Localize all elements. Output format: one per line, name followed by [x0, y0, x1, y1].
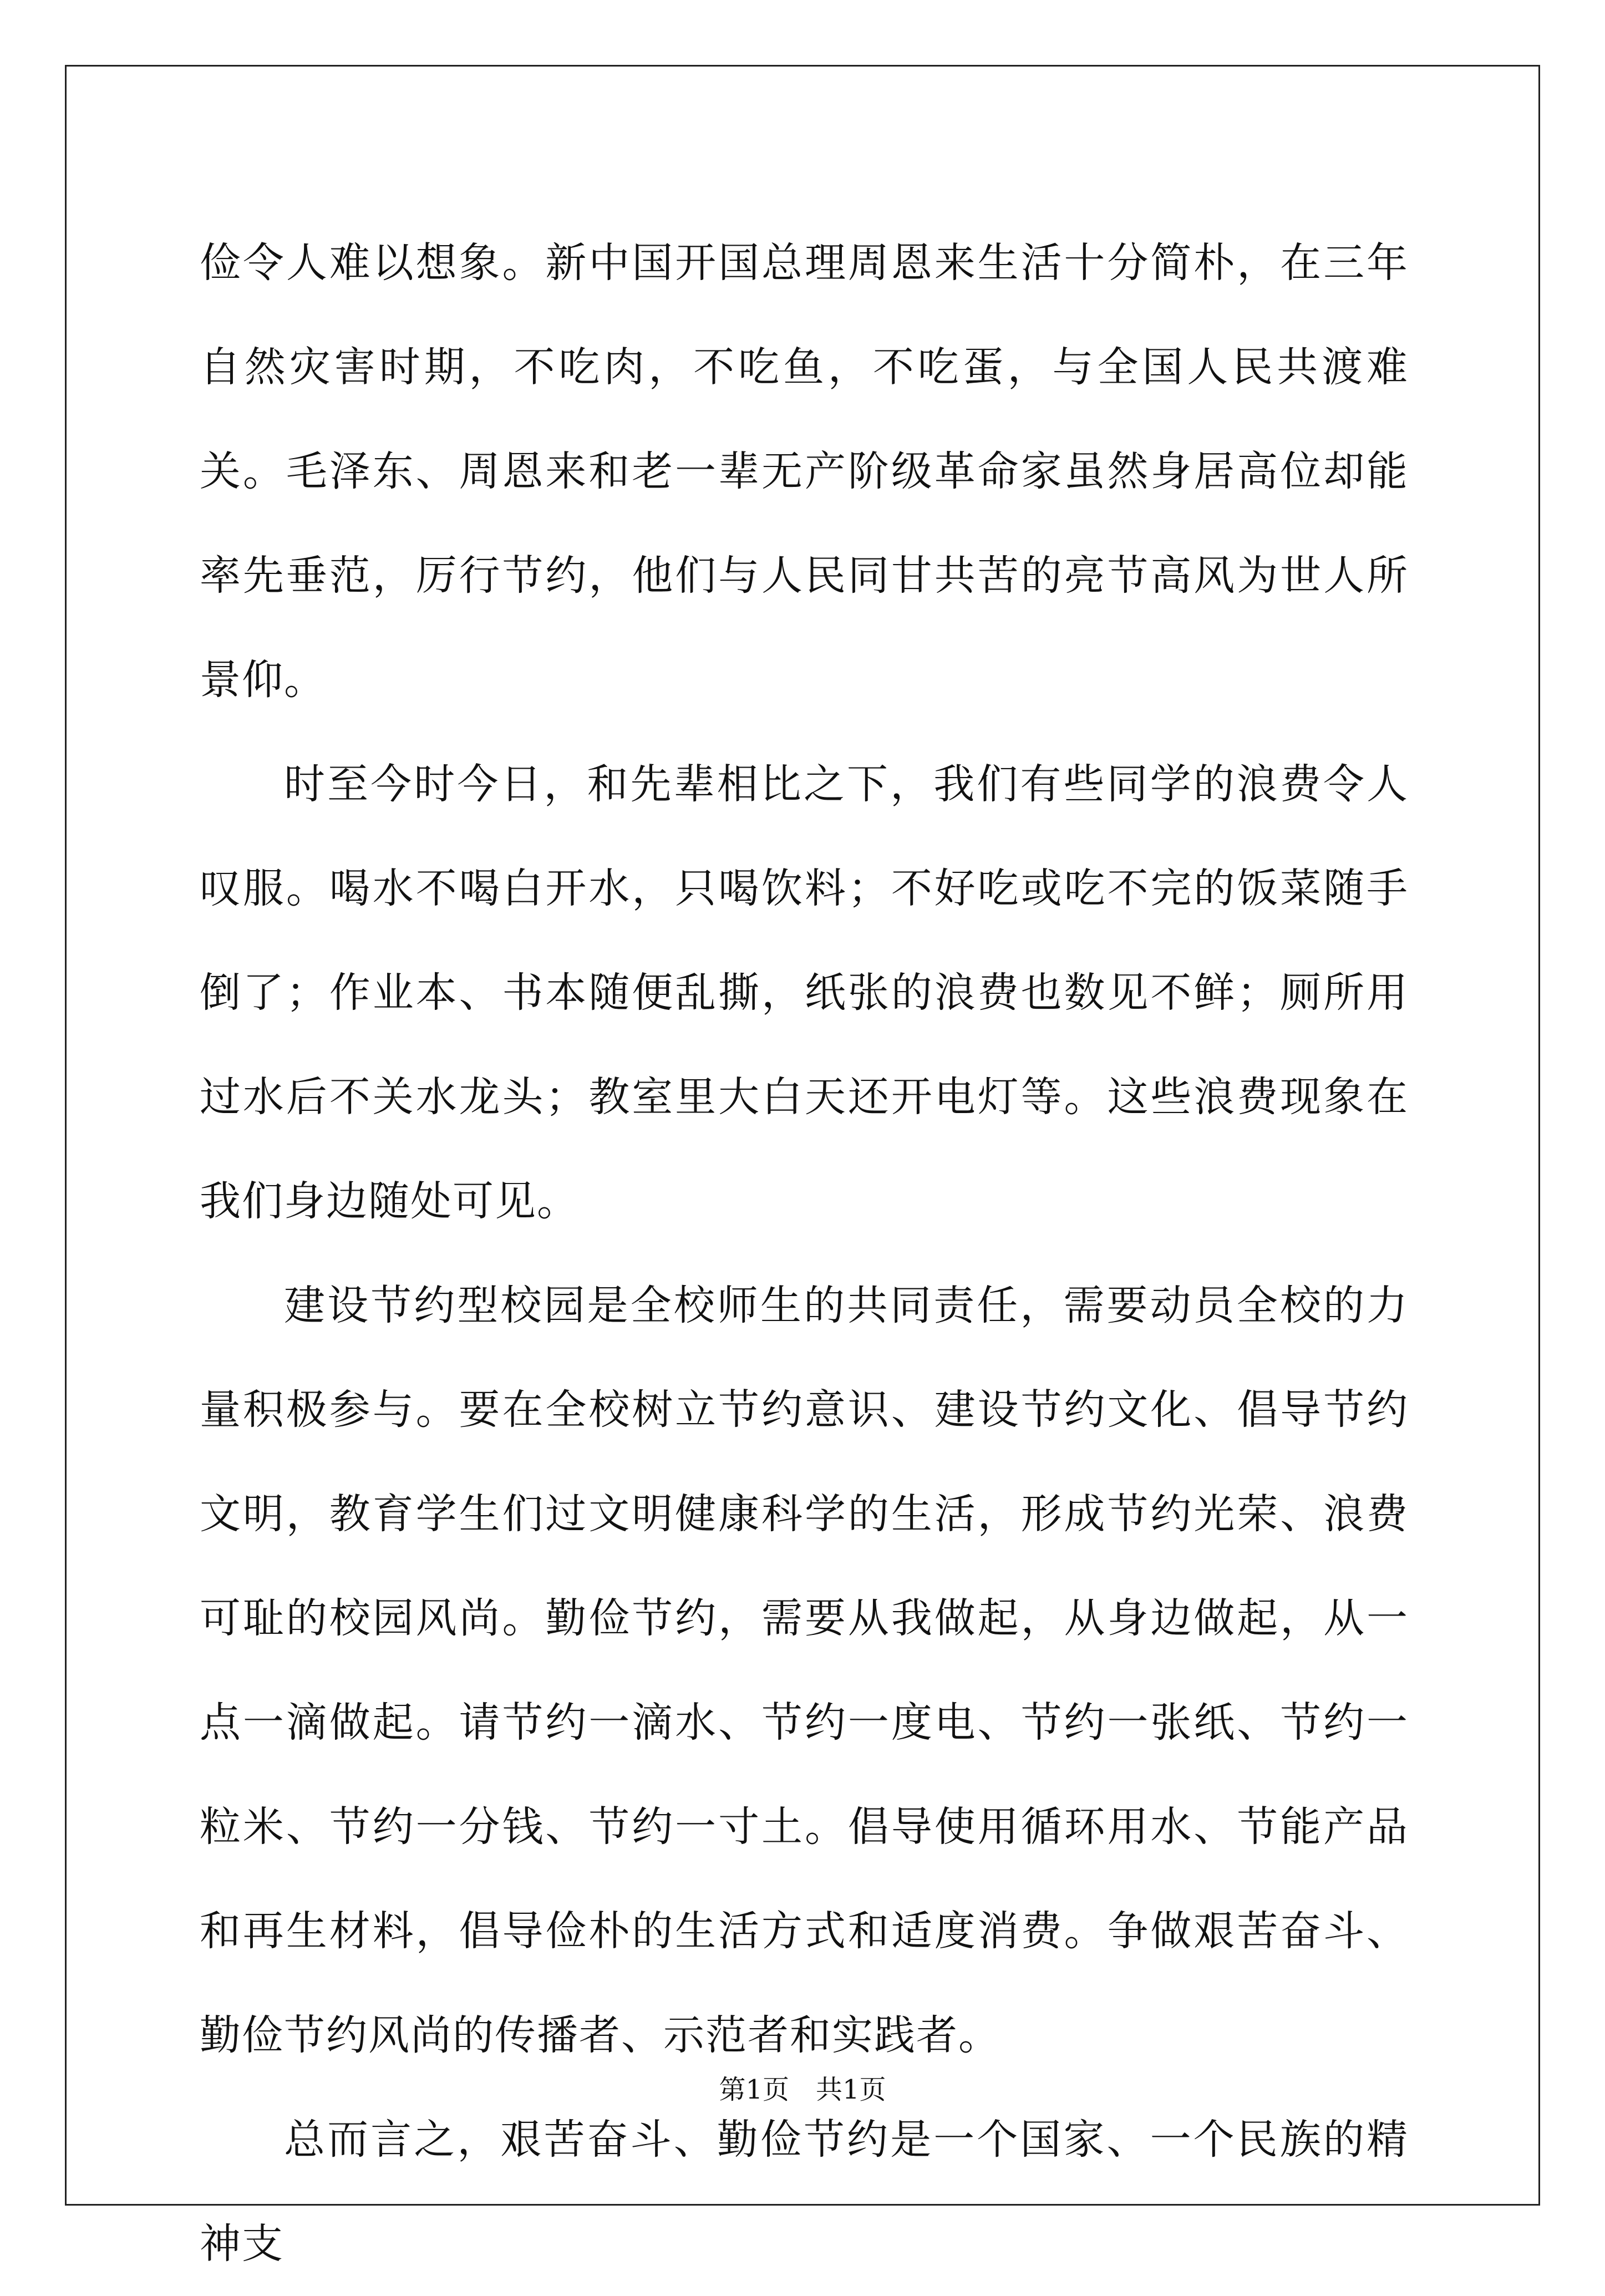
- document-body: [200, 211, 1409, 2296]
- page-number: 第1页 共1页: [719, 2074, 886, 2105]
- paragraph-4: 总而言之，艰苦奋斗、勤俭节约是一个国家、一个民族的精神支: [200, 2116, 1409, 2268]
- page-footer: [0, 2073, 1605, 2106]
- paragraph-3: 建设节约型校园是全校师生的共同责任，需要动员全校的力量积极参与。要在全校树立节约意识、建设节约文化、倡导节约文明，教育学生们过文明健康科学的生活，形成节约光荣、浪费可耻的校园风尚。勤俭节约，需要从我做起，从身边做起，从一点一滴做起。请节约一滴水、节约一度电、节约一张纸、节约一粒米、节约一分钱、节约一寸土。倡导使用循环用水、节能产品和再生材料，倡导俭朴的生活方式和适度消费。争做艰苦奋斗、勤俭节约风尚的传播者、示范者和实践者。: [200, 1282, 1409, 2059]
- paragraph-2: 时至今时今日，和先辈相比之下，我们有些同学的浪费令人叹服。喝水不喝白开水，只喝饮料；不好吃或吃不完的饭菜随手倒了；作业本、书本随便乱撕，纸张的浪费也数见不鲜；厕所用过水后不关水龙头；教室里大白天还开电灯等。这些浪费现象在我们身边随处可见。: [200, 760, 1409, 1225]
- paragraph-1: 俭令人难以想象。新中国开国总理周恩来生活十分简朴，在三年自然灾害时期，不吃肉，不吃鱼，不吃蛋，与全国人民共渡难关。毛泽东、周恩来和老一辈无产阶级革命家虽然身居高位却能率先垂范，厉行节约，他们与人民同甘共苦的亮节高风为世人所景仰。: [200, 239, 1409, 704]
